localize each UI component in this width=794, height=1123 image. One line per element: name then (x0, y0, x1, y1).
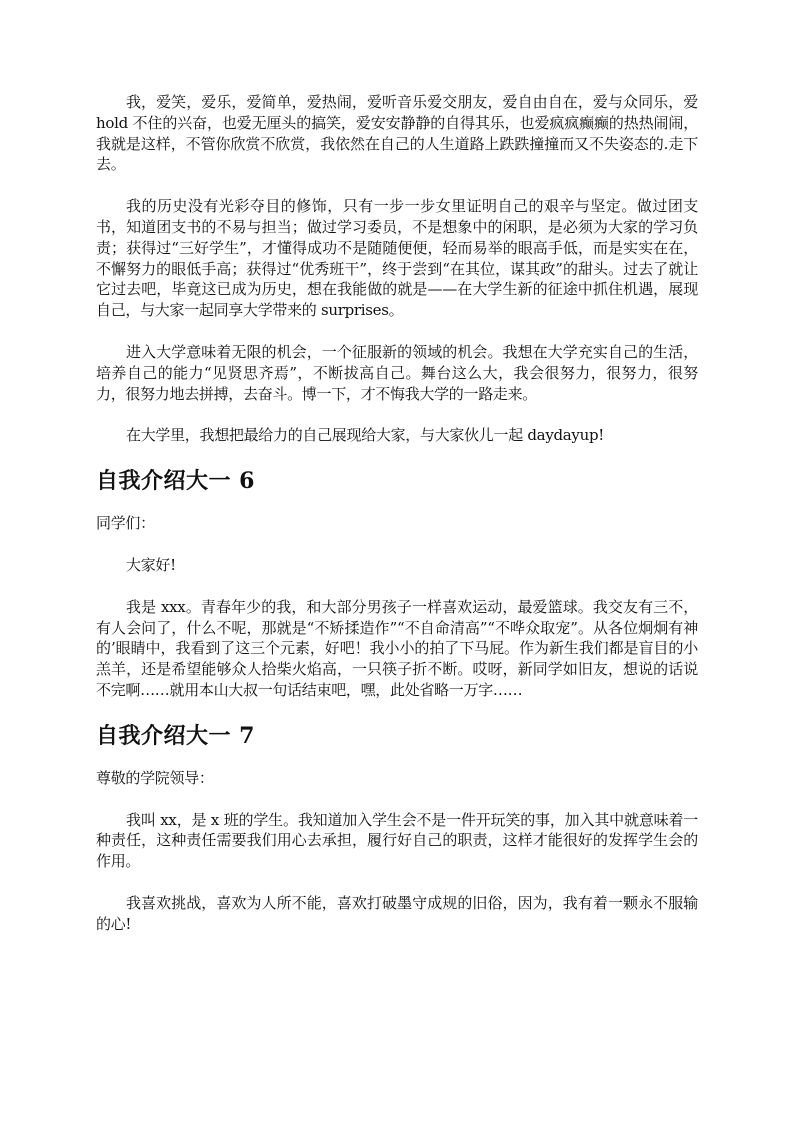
section-6-greeting: 同学们： (96, 514, 155, 533)
section-7-heading: 自我介绍大一 7 (96, 722, 255, 749)
section-7-body-1: 我叫 xx，是 x 班的学生。我知道加入学生会不是一件开玩笑的事，加入其中就意味着一种责任，这种责任需要我们用心去承担，履行好自己的职责，这样才能很好的发挥学生会的作用。 (96, 810, 698, 871)
intro-paragraph-4: 在大学里，我想把最给力的自己展现给大家，与大家伙儿一起 daydayup! (126, 426, 604, 445)
section-7-greeting: 尊敬的学院领导： (96, 768, 214, 787)
intro-paragraph-1: 我，爱笑，爱乐，爱简单，爱热闹，爱听音乐爱交朋友，爱自由自在，爱与众同乐，爱 hold 不住的兴奋，也爱无厘头的搞笑，爱安安静静的自得其乐，也爱疯疯癫癫的热热闹闹，我就是这样，不管你欣赏不欣赏，我依然在自己的人生道路上跌跌撞撞而又不失姿态的.走下去。 (96, 93, 698, 174)
intro-paragraph-2: 我的历史没有光彩夺目的修饰，只有一步一步女里证明自己的艰辛与坚定。做过团支书，知道团支书的不易与担当；做过学习委员，不是想象中的闲职，是必须为大家的学习负责；获得过“三好学生”，才懂得成功不是随随便便，轻而易举的眼高手低，而是实实在在，不懈努力的眼低手高；获得过“优秀班干”，终于尝到“在其位，谋其政”的甜头。过去了就让它过去吧，毕竟这已成为历史，想在我能做的就是——在大学生新的征途中抓住机遇，展现自己，与大家一起同享大学带来的 surprises。 (96, 197, 698, 320)
document-page (96, 92, 698, 956)
intro-paragraph-3: 进入大学意味着无限的机会，一个征服新的领域的机会。我想在大学充实自己的生活，培养自己的能力“见贤思齐焉”，不断拔高自己。舞台这么大，我会很努力，很努力，很努力，很努力地去拼搏，去奋斗。博一下，才不悔我大学的一路走来。 (96, 342, 698, 403)
section-6-hello: 大家好! (126, 555, 176, 574)
section-6-heading: 自我介绍大一 6 (96, 468, 255, 495)
section-7-body-2: 我喜欢挑战，喜欢为人所不能，喜欢打破墨守成规的旧俗，因为，我有着一颗永不服输的心! (96, 893, 698, 933)
section-6-body: 我是 xxx。青春年少的我，和大部分男孩子一样喜欢运动，最爱篮球。我交友有三不，有人会问了，什么不呢，那就是“不矫揉造作”“不自命清高”“不哗众取宠”。从各位炯炯有神的’眼睛中，我看到了这三个元素，好吧！我小小的拍了下马屁。作为新生我们都是盲目的小羔羊，还是希望能够众人拾柴火焰高，一只筷子折不断。哎呀，新同学如旧友，想说的话说不完啊……就用本山大叔一句话结束吧，嘿，此处省略一万字…… (96, 597, 698, 699)
